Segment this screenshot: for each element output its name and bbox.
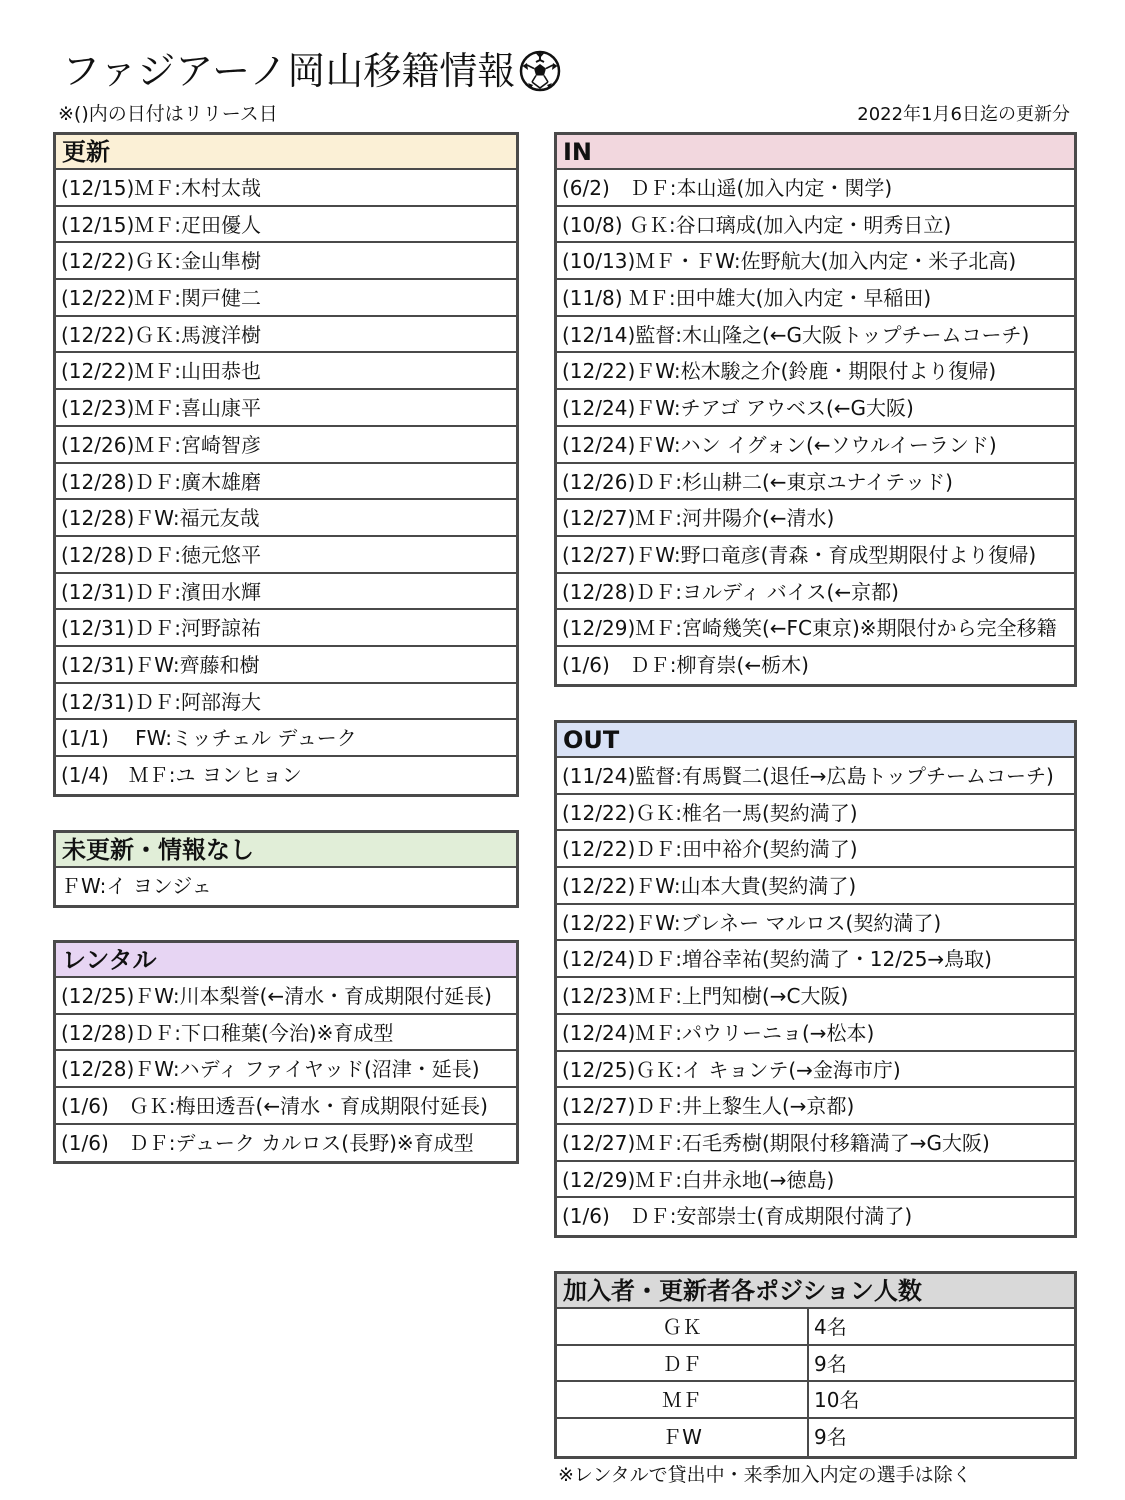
list-item: (11/24)監督:有馬賢二(退任→広島トップチームコーチ) [557,758,1074,795]
list-item: (12/24)ＦW:チアゴ アウベス(←G大阪) [557,390,1074,427]
list-item: (12/27)ＦW:野口竜彦(青森・育成型期限付より復帰) [557,537,1074,574]
list-item: (1/6) ＧＫ:梅田透吾(←清水・育成期限付延長) [56,1088,516,1125]
list-item: (10/8) ＧＫ:谷口璃成(加入内定・明秀日立) [557,207,1074,244]
not-updated-section [53,830,519,908]
list-item: (12/24)ＦW:ハン イグォン(←ソウルイーランド) [557,427,1074,464]
list-item: (12/22)ＦW:ブレネー マルロス(契約満了) [557,905,1074,942]
rental-list [56,978,516,1161]
list-item: (1/6) ＤＦ:デューク カルロス(長野)※育成型 [61,1130,474,1155]
list-item: (12/25)ＧＫ:イ キョンテ(→金海市庁) [557,1052,1074,1089]
position-count-header: 加入者・更新者各ポジション人数 [557,1274,1074,1309]
list-item: (12/31)ＤＦ:濱田水輝 [56,574,516,611]
list-item: (12/28)ＤＦ:廣木雄磨 [56,464,516,501]
list-item: (12/22)ＧＫ:椎名一馬(契約満了) [557,795,1074,832]
position-cell: ＦW [557,1419,809,1456]
update-list [56,170,516,794]
list-item: (12/15)ＭＦ:木村太哉 [56,170,516,207]
list-item: (12/29)ＭＦ:宮崎幾笑(←FC東京)※期限付から完全移籍 [557,610,1074,647]
list-item: (12/22)ＤＦ:田中裕介(契約満了) [557,831,1074,868]
list-item: (12/23)ＭＦ:喜山康平 [56,390,516,427]
list-item: (12/23)ＭＦ:上門知樹(→C大阪) [557,978,1074,1015]
list-item: (12/28)ＤＦ:徳元悠平 [56,537,516,574]
list-item: (12/28)ＦW:ハディ ファイヤッド(沼津・延長) [56,1051,516,1088]
list-item: ＦW:イ ヨンジェ [61,874,212,898]
position-cell: ＭＦ [557,1382,809,1417]
list-item: (12/28)ＦW:福元友哉 [56,500,516,537]
page-title [62,46,561,96]
table-row [557,1346,1074,1383]
list-item: (1/1) FW:ミッチェル デューク [56,720,516,757]
list-item: (12/22)ＭＦ:関戸健二 [56,280,516,317]
position-cell: ＧＫ [557,1309,809,1344]
list-item: (10/13)ＭＦ・ＦW:佐野航大(加入内定・米子北高) [557,243,1074,280]
list-item: (12/24)ＤＦ:増谷幸祐(契約満了・12/25→鳥取) [557,941,1074,978]
table-row [557,1309,1074,1346]
list-item: (12/24)ＭＦ:パウリーニョ(→松本) [557,1015,1074,1052]
list-item: (6/2) ＤＦ:本山遥(加入内定・関学) [557,170,1074,207]
list-item: (1/6) ＤＦ:安部崇士(育成期限付満了) [562,1204,913,1229]
in-list [557,170,1074,684]
count-cell: 9名 [814,1425,847,1450]
list-item: (1/6) ＤＦ:柳育崇(←栃木) [562,652,809,677]
footnote: ※レンタルで貸出中・来季加入内定の選手は除く [558,1464,972,1486]
list-item: (12/26)ＤＦ:杉山耕二(←東京ユナイテッド) [557,464,1074,501]
list-item: (12/25)ＦW:川本梨誉(←清水・育成期限付延長) [56,978,516,1015]
soccer-ball-icon [519,50,561,92]
position-cell: ＤＦ [557,1346,809,1381]
list-item: (12/27)ＤＦ:井上黎生人(→京都) [557,1088,1074,1125]
list-item: (1/4) ＭＦ:ユ ヨンヒョン [61,763,302,787]
list-item: (12/31)ＤＦ:河野諒祐 [56,610,516,647]
updated-through-note: 2022年1月6日迄の更新分 [857,104,1070,125]
count-cell: 4名 [814,1315,847,1339]
list-item: (12/31)ＤＦ:阿部海大 [56,684,516,721]
list-item: (12/29)ＭＦ:白井永地(→徳島) [557,1162,1074,1199]
table-row [557,1382,1074,1419]
out-section [554,720,1077,1238]
list-item: (12/27)ＭＦ:石毛秀樹(期限付移籍満了→G大阪) [557,1125,1074,1162]
in-header: IN [557,135,1074,170]
not-updated-list [56,868,516,905]
list-item: (12/22)ＧＫ:金山隼樹 [56,243,516,280]
table-row [557,1419,1074,1456]
update-section [53,132,519,797]
list-item: (11/8) ＭＦ:田中雄大(加入内定・早稲田) [557,280,1074,317]
out-header: OUT [557,723,1074,758]
list-item: (12/28)ＤＦ:ヨルディ バイス(←京都) [557,574,1074,611]
not-updated-header: 未更新・情報なし [56,833,516,868]
count-cell: 10名 [814,1388,860,1413]
list-item: (12/22)ＦW:山本大貴(契約満了) [557,868,1074,905]
list-item: (12/31)ＦW:齊藤和樹 [56,647,516,684]
in-section [554,132,1077,687]
page-title-text: ファジアーノ岡山移籍情報 [62,49,516,93]
release-date-note: ※()内の日付はリリース日 [58,103,278,125]
list-item: (12/22)ＭＦ:山田恭也 [56,353,516,390]
list-item: (12/28)ＤＦ:下口稚葉(今治)※育成型 [56,1015,516,1052]
position-count-table [554,1271,1077,1459]
count-cell: 9名 [814,1351,847,1376]
out-list [557,758,1074,1235]
list-item: (12/26)ＭＦ:宮崎智彦 [56,427,516,464]
list-item: (12/22)ＧＫ:馬渡洋樹 [56,317,516,354]
list-item: (12/14)監督:木山隆之(←G大阪トップチームコーチ) [557,317,1074,354]
list-item: (12/22)ＦW:松木駿之介(鈴鹿・期限付より復帰) [557,353,1074,390]
rental-header: レンタル [56,943,516,978]
list-item: (12/27)ＭＦ:河井陽介(←清水) [557,500,1074,537]
update-header: 更新 [56,135,516,170]
rental-section [53,940,519,1164]
list-item: (12/15)ＭＦ:疋田優人 [56,207,516,244]
